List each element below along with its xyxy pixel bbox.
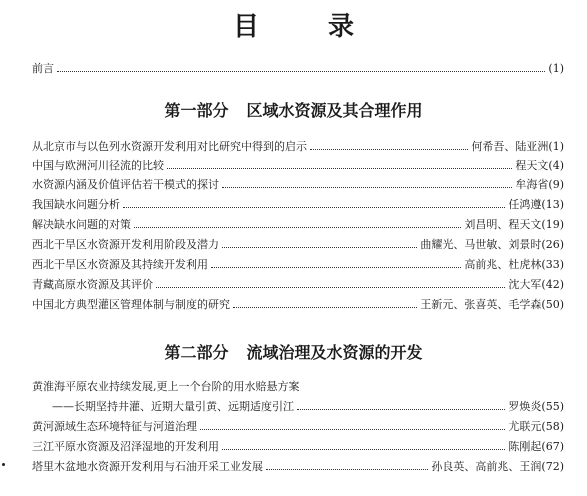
page-title: 目 录: [232, 12, 385, 42]
dot-leader: [200, 418, 505, 430]
entry-title: 从北京市与以色列水资源开发利用对比研究中得到的启示: [32, 140, 307, 153]
entry-title: 中国北方典型灌区管理体制与制度的研究: [32, 298, 230, 311]
entry-title: 前言: [32, 62, 54, 75]
toc-entry[interactable]: [32, 236, 564, 254]
dot-leader: [57, 60, 545, 72]
dot-leader: [222, 236, 417, 248]
toc-entry[interactable]: [32, 276, 564, 294]
toc-entry[interactable]: [32, 418, 564, 436]
toc-entry[interactable]: [32, 157, 564, 175]
section-name: 区域水资源及其合理作用: [246, 101, 423, 120]
section-label: 第一部分: [164, 101, 229, 120]
entry-page: (58): [541, 420, 564, 433]
dot-leader: [222, 176, 512, 188]
dot-leader: [134, 216, 461, 228]
entry-author: 任鸿遵: [508, 198, 542, 211]
entry-title: 青藏高原水资源及其评价: [32, 278, 153, 291]
entry-title: 西北干旱区水资源开发利用阶段及潜力: [32, 238, 219, 251]
toc-entry[interactable]: [52, 398, 564, 416]
dot-leader: [167, 157, 512, 169]
entry-title: 解决缺水问题的对策: [32, 218, 131, 231]
entry-author: 尤联元: [508, 420, 542, 433]
entry-author: 孙良英、高前兆、王润: [431, 460, 542, 473]
dot-leader: [123, 196, 505, 208]
toc-entry[interactable]: [32, 176, 564, 194]
entry-title: 中国与欧洲河川径流的比较: [32, 159, 164, 172]
entry-author: 王新元、张喜英、毛学森: [420, 298, 542, 311]
entry-page: (55): [541, 400, 564, 413]
entry-page: (9): [548, 178, 564, 191]
entry-title: ——长期坚持井灌、近期大量引黄、远期适度引江: [52, 400, 294, 413]
entry-author: 何希吾、陆亚洲: [471, 140, 549, 153]
toc-entry[interactable]: [32, 256, 564, 274]
entry-title: 水资源内涵及价值评估若干模式的探讨: [32, 178, 219, 191]
entry-page: (1): [548, 140, 564, 153]
toc-entry[interactable]: [32, 458, 564, 476]
entry-title: 黄河源域生态环境特征与河道治理: [32, 420, 197, 433]
entry-page: (42): [541, 278, 564, 291]
entry-page: (19): [541, 218, 564, 231]
dot-leader: [310, 138, 468, 150]
dot-leader: [211, 256, 461, 268]
section-name: 流域治理及水资源的开发: [246, 343, 423, 362]
entry-title: 三江平原水资源及沼泽湿地的开发利用: [32, 440, 219, 453]
section-heading-part1: [0, 98, 587, 121]
toc-entry-preface[interactable]: [32, 60, 564, 78]
section-label: 第二部分: [164, 343, 229, 362]
margin-speck: [2, 463, 5, 466]
dot-leader: [156, 276, 505, 288]
entry-author: 高前兆、杜虎林: [464, 258, 542, 271]
dot-leader: [266, 458, 428, 470]
toc-entry[interactable]: [32, 216, 564, 234]
entry-author: 牟海省: [515, 178, 549, 191]
dot-leader: [233, 296, 417, 308]
entry-page: (1): [548, 62, 564, 75]
entry-title: 我国缺水问题分析: [32, 198, 120, 211]
entry-page: (33): [541, 258, 564, 271]
entry-page: (72): [541, 460, 564, 473]
entry-author: 程天文: [515, 159, 549, 172]
entry-author: 刘昌明、程天文: [464, 218, 542, 231]
entry-page: (26): [541, 238, 564, 251]
dot-leader: [297, 398, 505, 410]
section-heading-part2: [0, 340, 587, 363]
entry-author: 曲耀光、马世敏、刘景时: [420, 238, 542, 251]
entry-page: (67): [541, 440, 564, 453]
entry-page: (4): [548, 159, 564, 172]
entry-title: 塔里木盆地水资源开发利用与石油开采工业发展: [32, 460, 263, 473]
entry-author: 沈大军: [508, 278, 542, 291]
entry-author: 罗焕炎: [508, 400, 542, 413]
entry-page: (50): [541, 298, 564, 311]
toc-entry[interactable]: [32, 438, 564, 456]
entry-author: 陈刚起: [508, 440, 542, 453]
toc-entry[interactable]: [32, 296, 564, 314]
toc-entry[interactable]: [32, 138, 564, 156]
entry-title: 西北干旱区水资源及其持续开发利用: [32, 258, 208, 271]
entry-page: (13): [541, 198, 564, 211]
dot-leader: [222, 438, 505, 450]
toc-entry-heading-line[interactable]: 黄淮海平原农业持续发展,更上一个台阶的用水赔悬方案: [32, 380, 300, 393]
toc-entry[interactable]: [32, 196, 564, 214]
